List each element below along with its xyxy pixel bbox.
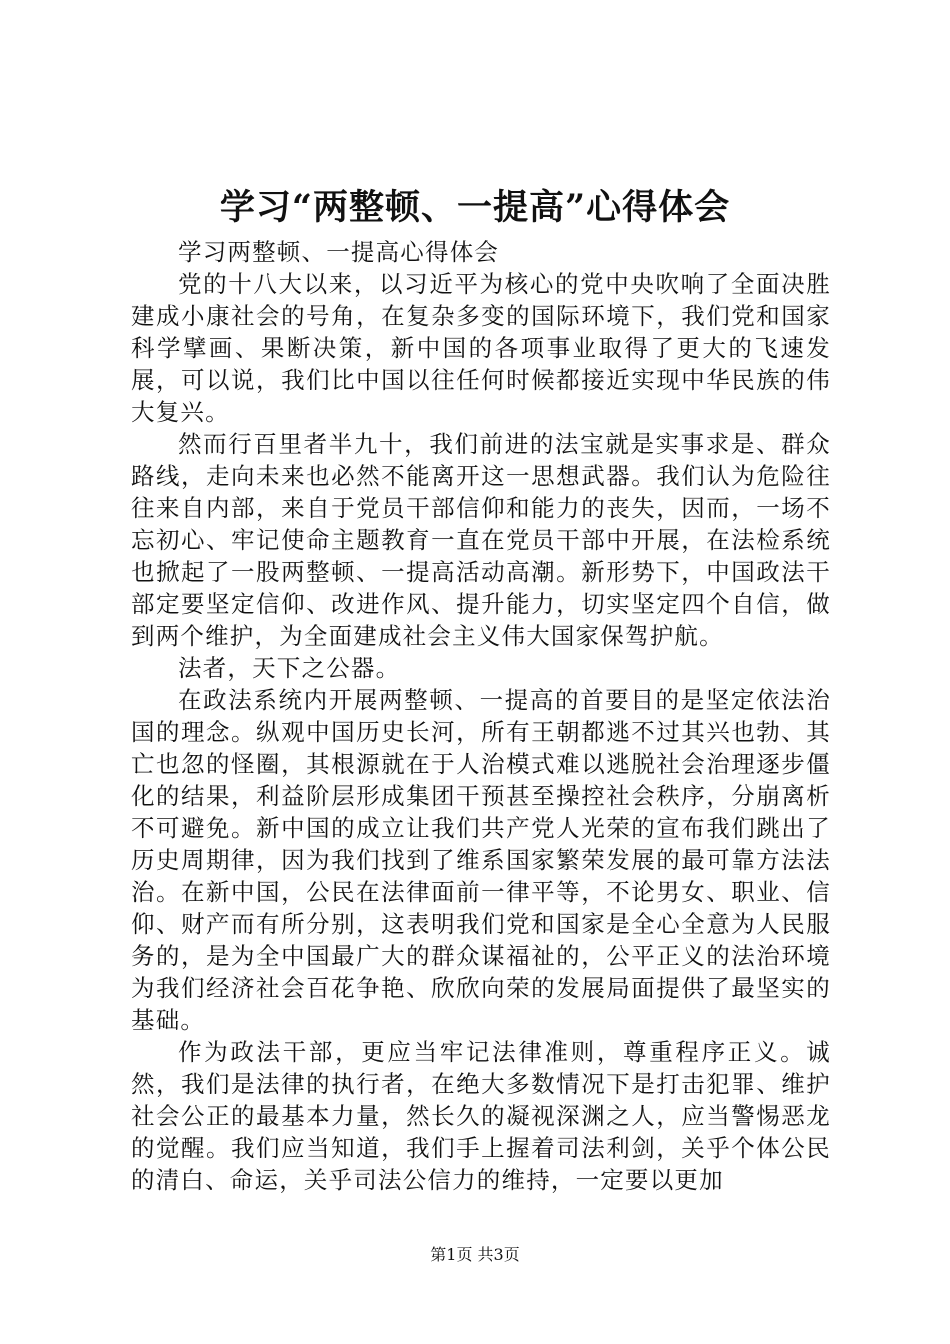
paragraph: 党的十八大以来，以习近平为核心的党中央吹响了全面决胜建成小康社会的号角，在复杂多变的国际环境下，我们党和国家科学擘画、果断决策，新中国的各项事业取得了更大的飞速发展，可以说，我们比中国以往任何时候都接近实现中华民族的伟大复兴。	[131, 270, 831, 426]
page-number-footer: 第1页 共3页	[430, 1245, 520, 1264]
paragraph-subtitle: 学习两整顿、一提高心得体会	[178, 238, 500, 266]
paragraph: 法者，天下之公器。	[178, 654, 401, 682]
paragraph: 然而行百里者半九十，我们前进的法宝就是实事求是、群众路线，走向未来也必然不能离开这一思想武器。我们认为危险往往来自内部，来自于党员干部信仰和能力的丧失，因而，一场不忘初心、牢记使命主题教育一直在党员干部中开展，在法检系统也掀起了一股两整顿、一提高活动高潮。新形势下，中国政法干部定要坚定信仰、改进作风、提升能力，切实坚定四个自信，做到两个维护，为全面建成社会主义伟大国家保驾护航。	[131, 430, 831, 650]
paragraph: 作为政法干部，更应当牢记法律准则，尊重程序正义。诚然，我们是法律的执行者，在绝大多数情况下是打击犯罪、维护社会公正的最基本力量，然长久的凝视深渊之人，应当警惕恶龙的觉醒。我们应当知道，我们手上握着司法利剑，关乎个体公民的清白、命运，关乎司法公信力的维持，一定要以更加	[131, 1038, 831, 1194]
document-body	[131, 236, 831, 1196]
paragraph: 在政法系统内开展两整顿、一提高的首要目的是坚定依法治国的理念。纵观中国历史长河，所有王朝都逃不过其兴也勃、其亡也忽的怪圈，其根源就在于人治模式难以逃脱社会治理逐步僵化的结果，利益阶层形成集团干预甚至操控社会秩序，分崩离析不可避免。新中国的成立让我们共产党人光荣的宣布我们跳出了历史周期律，因为我们找到了维系国家繁荣发展的最可靠方法法治。在新中国，公民在法律面前一律平等，不论男女、职业、信仰、财产而有所分别，这表明我们党和国家是全心全意为人民服务的，是为全中国最广大的群众谋福祉的，公平正义的法治环境为我们经济社会百花争艳、欣欣向荣的发展局面提供了最坚实的基础。	[131, 686, 831, 1034]
document-title: 学习“两整顿、一提高”心得体会	[219, 187, 731, 228]
